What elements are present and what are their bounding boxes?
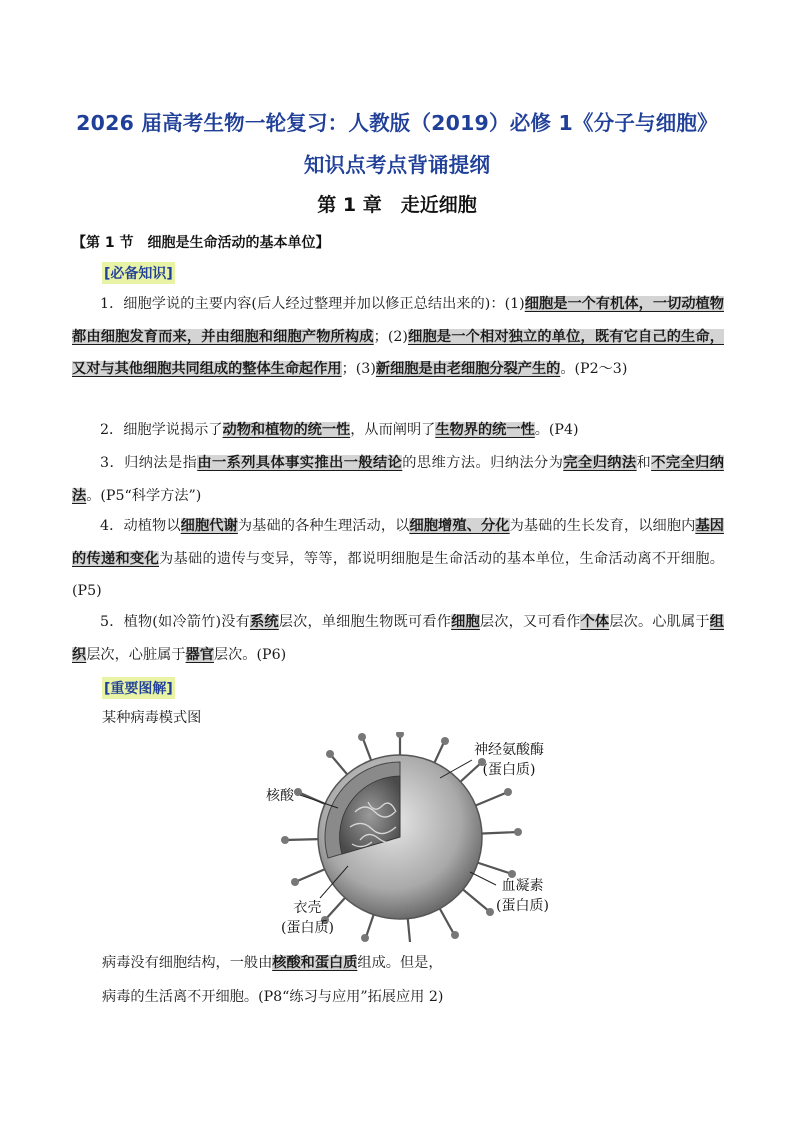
label-line: (蛋白质) [496,898,549,914]
highlight: 由一系列具体事实推出一般结论 [197,455,403,471]
text-span: ；(2) [373,328,408,345]
text-span: 层次，心脏属于 [86,646,186,663]
knowledge-tag: [必备知识] [102,262,175,284]
highlight: 新细胞是由老细胞分裂产生的 [375,361,561,377]
chapter-heading: 第 1 章 走近细胞 [317,194,477,216]
highlight: 细胞增殖、分化 [409,518,510,534]
text-span: 1．细胞学说的主要内容(后人经过整理并加以修正总结出来的)：(1) [100,296,525,312]
highlight: 器官 [185,646,214,663]
text-span: 为基础的遗传与变异，等等，都说明细胞是生命活动的基本单位，生命活动离不开细胞。(P5) [72,550,724,599]
figure-tag: [重要图解] [102,677,175,699]
paragraph-2 [72,414,724,447]
nucleic-acid-label: 核酸 [266,788,294,804]
label-line: (蛋白质) [482,762,536,778]
paragraph-7: 病毒的生活离不开细胞。(P8“练习与应用”拓展应用 2) [102,989,444,1005]
document-title: 2026 届高考生物一轮复习：人教版（2019）必修 1《分子与细胞》 [76,111,718,135]
highlight: 生物界的统一性 [435,422,535,438]
highlight: 组织 [72,614,724,663]
text-span: 4．动植物以 [100,518,181,534]
label-line: 血凝素 [501,878,544,894]
text-span: ，从而阐明了 [350,422,436,438]
highlight: 不完全归纳法 [72,455,724,504]
highlight: 细胞代谢 [180,518,238,534]
text-span: 。(P4) [534,422,579,438]
text-span: ；(3) [341,361,376,377]
text-span: 为基础的生长发育，以细胞内 [509,518,696,534]
neuraminidase-label [474,740,544,780]
paragraph-5 [72,606,724,671]
paragraph-3 [72,447,724,512]
text-span: 为基础的各种生理活动，以 [237,518,410,534]
label-line: 衣壳 [293,900,322,916]
highlight: 细胞 [451,614,480,630]
text-span: 病毒没有细胞结构，一般由 [102,955,273,971]
text-span: 的思维方法。归纳法分为 [402,455,564,471]
highlight: 动物和植物的统一性 [222,422,351,438]
document-subtitle: 知识点考点背诵提纲 [303,153,491,177]
hemagglutinin-label [496,876,549,916]
text-span: 3．归纳法是指 [100,455,198,471]
highlight: 细胞是一个有机体，一切动植物都由细胞发育而来，并由细胞和细胞产物所构成 [72,296,724,345]
text-span: 2．细胞学说揭示了 [100,422,223,438]
label-line: (蛋白质) [281,920,334,936]
text-span: 层次，单细胞生物既可看作 [278,614,452,630]
text-span: 层次，又可看作 [479,614,581,630]
text-span: 层次。(P6) [213,646,287,663]
section-heading: 【第 1 节 细胞是生命活动的基本单位】 [72,235,330,251]
capsid-label [281,898,334,938]
highlight: 核酸和蛋白质 [272,955,358,971]
text-span: 组成。但是， [357,955,443,971]
figure-caption: 某种病毒模式图 [102,710,202,726]
label-line: 神经氨酸酶 [474,742,544,758]
highlight: 完全归纳法 [563,455,637,471]
highlight: 基因的传递和变化 [72,518,724,567]
text-span: 层次。心肌属于 [609,614,710,630]
paragraph-4 [72,510,724,608]
paragraph-1 [72,288,724,386]
paragraph-6 [102,952,443,972]
text-span: 。(P5“科学方法”) [86,487,202,504]
text-span: 5．植物(如冷箭竹)没有 [100,614,250,630]
text-span: 和 [636,455,652,471]
text-span: 。(P2～3) [560,361,628,377]
highlight: 个体 [580,614,610,630]
highlight: 系统 [249,614,279,630]
highlight: 细胞是一个相对独立的单位，既有它自己的生命，又对与其他细胞共同组成的整体生命起作用 [72,328,724,377]
